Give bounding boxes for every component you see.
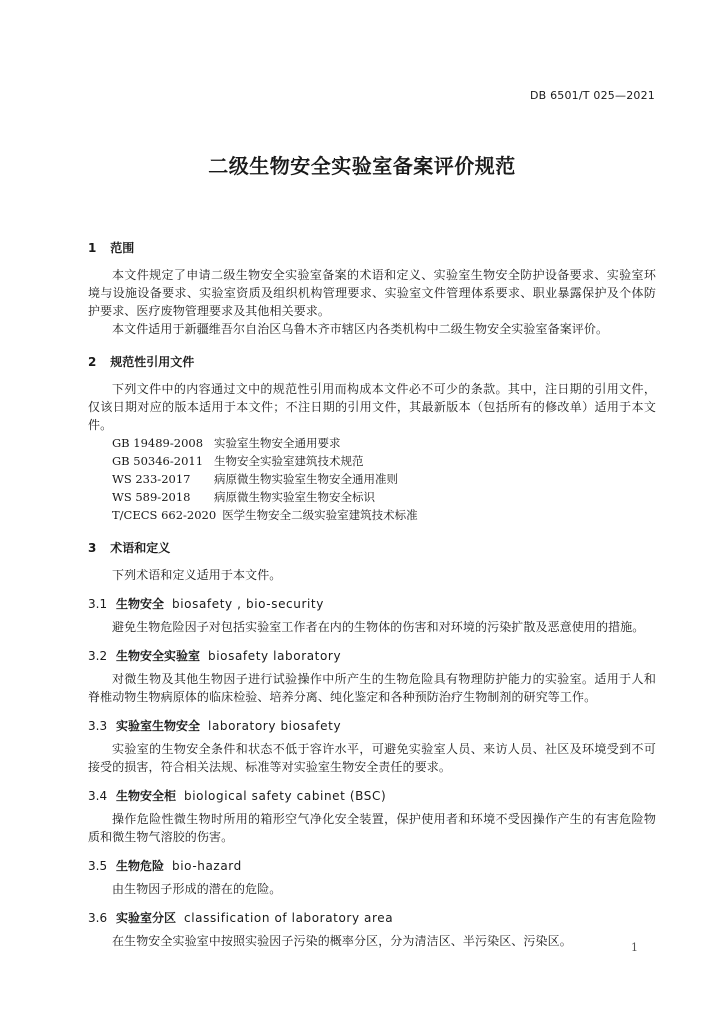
term-name: 实验室分区 — [116, 911, 177, 925]
term-number: 3.6 — [88, 911, 108, 925]
reference-code: T/CECS 662-2020 — [112, 508, 217, 522]
term-heading — [88, 594, 656, 614]
term-number: 3.5 — [88, 859, 108, 873]
paragraph: 下列术语和定义适用于本文件。 — [112, 568, 282, 582]
paragraph: 本文件适用于新疆维吾尔自治区乌鲁木齐市辖区内各类机构中二级生物安全实验室备案评价。 — [112, 322, 609, 336]
page-title: 二级生物安全实验室备案评价规范 — [208, 154, 516, 178]
term-number: 3.2 — [88, 649, 108, 663]
reference-title: 生物安全实验室建筑技术规范 — [214, 454, 364, 468]
term-heading — [88, 716, 656, 736]
term-name: 生物安全柜 — [116, 789, 177, 803]
term-heading — [88, 646, 656, 666]
term-definition: 由生物因子形成的潜在的危险。 — [112, 882, 282, 896]
term-definition: 在生物安全实验室中按照实验因子污染的概率分区，分为清洁区、半污染区、污染区。 — [112, 934, 572, 948]
term-number: 3.1 — [88, 597, 108, 611]
term-english: bio-hazard — [172, 859, 242, 873]
term-definition: 对微生物及其他生物因子进行试验操作中所产生的生物危险具有物理防护能力的实验室。适用于人和脊椎动物生物病原体的临床检验、培养分离、纯化鉴定和各种预防治疗生物制剂的研究等工作。 — [88, 672, 656, 704]
term-number: 3.3 — [88, 719, 108, 733]
section-number: 3 — [88, 541, 97, 555]
reference-title: 病原微生物实验室生物安全标识 — [214, 490, 375, 504]
section-heading-1 — [88, 238, 656, 258]
reference-title: 医学生物安全二级实验室建筑技术标准 — [222, 508, 418, 522]
reference-code: WS 589-2018 — [112, 490, 191, 504]
term-heading — [88, 908, 656, 928]
term-heading — [88, 856, 656, 876]
section-heading-2 — [88, 352, 656, 372]
section-title: 规范性引用文件 — [110, 355, 195, 369]
reference-code: GB 19489-2008 — [112, 436, 204, 450]
document-body — [88, 238, 656, 950]
section-heading-3 — [88, 538, 656, 558]
term-number: 3.4 — [88, 789, 108, 803]
term-heading — [88, 786, 656, 806]
section-title: 术语和定义 — [110, 541, 171, 555]
page-number: 1 — [631, 941, 638, 954]
paragraph: 下列文件中的内容通过文中的规范性引用而构成本文件必不可少的条款。其中，注日期的引用文件，仅该日期对应的版本适用于本文件；不注日期的引用文件，其最新版本（包括所有的修改单）适用于本文件。 — [88, 382, 656, 432]
section-number: 2 — [88, 355, 97, 369]
reference-title: 实验室生物安全通用要求 — [214, 436, 341, 450]
section-number: 1 — [88, 241, 97, 255]
reference-item — [88, 488, 656, 506]
reference-item — [88, 470, 656, 488]
section-title: 范围 — [110, 241, 135, 255]
term-name: 生物安全 — [116, 597, 165, 611]
paragraph: 本文件规定了申请二级生物安全实验室备案的术语和定义、实验室生物安全防护设备要求、实验室环境与设施设备要求、实验室资质及组织机构管理要求、实验室文件管理体系要求、职业暴露保护及个体防护要求、医疗废物管理要求及其他相关要求。 — [88, 268, 656, 318]
term-english: classification of laboratory area — [184, 911, 394, 925]
term-name: 实验室生物安全 — [116, 719, 201, 733]
term-english: biological safety cabinet (BSC) — [184, 789, 387, 803]
term-definition: 操作危险性微生物时所用的箱形空气净化安全装置，保护使用者和环境不受因操作产生的有害危险物质和微生物气溶胶的伤害。 — [88, 812, 656, 844]
reference-item — [88, 452, 656, 470]
reference-code: GB 50346-2011 — [112, 454, 204, 468]
term-english: laboratory biosafety — [208, 719, 342, 733]
term-name: 生物安全实验室 — [116, 649, 201, 663]
term-definition: 实验室的生物安全条件和状态不低于容许水平，可避免实验室人员、来访人员、社区及环境受到不可接受的损害，符合相关法规、标准等对实验室生物安全责任的要求。 — [88, 742, 656, 774]
term-english: biosafety laboratory — [208, 649, 342, 663]
term-name: 生物危险 — [116, 859, 165, 873]
reference-item — [88, 506, 656, 524]
term-english: biosafety , bio-security — [172, 597, 324, 611]
reference-item — [88, 434, 656, 452]
term-definition: 避免生物危险因子对包括实验室工作者在内的生物体的伤害和对环境的污染扩散及恶意使用的措施。 — [112, 620, 645, 634]
standard-code: DB 6501/T 025—2021 — [529, 89, 655, 102]
reference-code: WS 233-2017 — [112, 472, 191, 486]
reference-title: 病原微生物实验室生物安全通用准则 — [214, 472, 398, 486]
